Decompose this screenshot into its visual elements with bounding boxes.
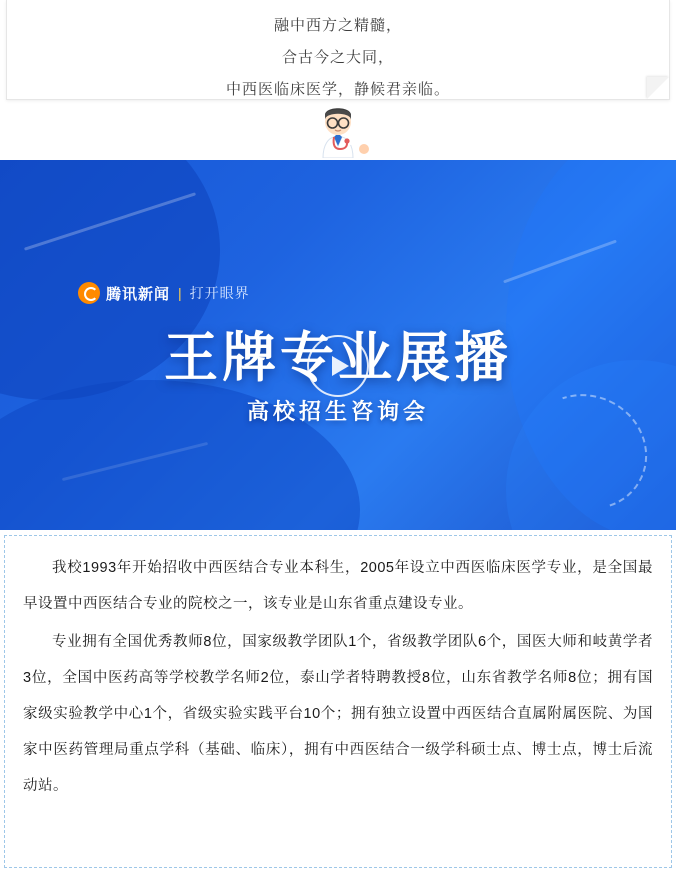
video-subtitle: 高校招生咨询会 [246, 399, 429, 424]
quote-line-2: 合古今之大同， [281, 49, 394, 66]
article-paragraph: 我校1993年开始招收中西医结合专业本科生，2005年设立中西医临床医学专业，是全国最早设置中西医结合专业的院校之一，该专业是山东省重点建设专业。 [23, 560, 653, 612]
tencent-news-logo [78, 282, 250, 304]
tencent-news-logo-text: 腾讯新闻 [106, 285, 171, 303]
quote-line-1: 融中西方之精髓， [273, 17, 402, 34]
folded-corner-decoration [647, 77, 669, 99]
tencent-news-mark-icon [78, 282, 100, 304]
play-button[interactable] [307, 335, 369, 397]
logo-separator: | [178, 285, 182, 301]
quote-line-3: 中西医临床医学，静候君亲临。 [225, 81, 450, 98]
doctor-illustration [0, 100, 676, 160]
quote-card [6, 0, 670, 100]
video-banner[interactable] [0, 160, 676, 530]
video-title: 王牌专业展播 [164, 326, 512, 389]
article-paragraph: 专业拥有全国优秀教师8位，国家级教学团队1个，省级教学团队6个，国医大师和岐黄学者3位，全国中医药高等学校教学名师2位，泰山学者特聘教授8位，山东省教学名师8位；拥有国家级实验教学中心1个，省级实验实践平台10个；拥有独立设置中西医结合直属附属医院、为国家中医药管理局重点学科（基础、临床），拥有中西医结合一级学科硕士点、博士点，博士后流动站。 [23, 634, 653, 794]
article-body [4, 535, 672, 868]
tencent-news-slogan: 打开眼界 [189, 285, 250, 301]
play-icon [332, 356, 349, 376]
